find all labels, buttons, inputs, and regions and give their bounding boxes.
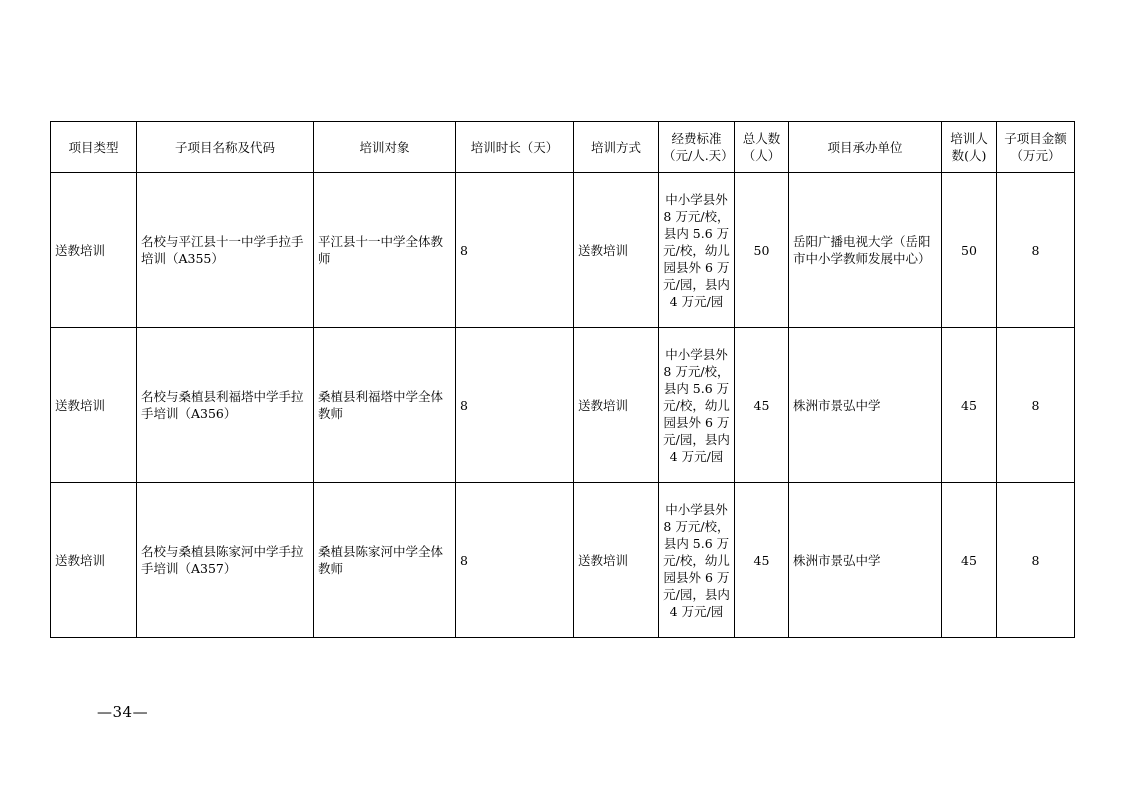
cell-subproject-name: 名校与桑植县利福塔中学手拉手培训（A356） [137,328,314,483]
cell-training-mode: 送教培训 [574,328,659,483]
cell-host-unit: 株洲市景弘中学 [789,328,942,483]
cell-trained-people: 45 [942,483,997,638]
cell-training-duration: 8 [456,328,574,483]
cell-total-people: 50 [735,173,789,328]
header-host-unit: 项目承办单位 [789,122,942,173]
project-table [50,121,1075,638]
cell-training-target: 桑植县陈家河中学全体教师 [314,483,456,638]
cell-total-people: 45 [735,328,789,483]
header-training-mode: 培训方式 [574,122,659,173]
cell-subproject-amount: 8 [997,173,1075,328]
cell-training-target: 桑植县利福塔中学全体教师 [314,328,456,483]
cell-training-duration: 8 [456,173,574,328]
table-row [51,328,1075,483]
cell-training-duration: 8 [456,483,574,638]
cell-funding-standard: 中小学县外 8 万元/校，县内 5.6 万元/校，幼儿园县外 6 万元/园，县内 4 万元/园 [659,328,735,483]
header-training-target: 培训对象 [314,122,456,173]
cell-project-type: 送教培训 [51,483,137,638]
header-training-duration: 培训时长（天） [456,122,574,173]
cell-funding-standard: 中小学县外 8 万元/校，县内 5.6 万元/校，幼儿园县外 6 万元/园，县内 4 万元/园 [659,173,735,328]
cell-trained-people: 50 [942,173,997,328]
table-row [51,173,1075,328]
page-number: —34— [97,703,149,721]
table-row [51,483,1075,638]
cell-project-type: 送教培训 [51,328,137,483]
cell-host-unit: 株洲市景弘中学 [789,483,942,638]
cell-training-target: 平江县十一中学全体教师 [314,173,456,328]
cell-project-type: 送教培训 [51,173,137,328]
cell-funding-standard: 中小学县外 8 万元/校，县内 5.6 万元/校，幼儿园县外 6 万元/园，县内 4 万元/园 [659,483,735,638]
cell-host-unit: 岳阳广播电视大学（岳阳市中小学教师发展中心） [789,173,942,328]
cell-trained-people: 45 [942,328,997,483]
cell-subproject-name: 名校与桑植县陈家河中学手拉手培训（A357） [137,483,314,638]
header-funding-standard: 经费标准（元/人.天） [659,122,735,173]
header-subproject-name: 子项目名称及代码 [137,122,314,173]
cell-training-mode: 送教培训 [574,173,659,328]
header-total-people: 总人数（人） [735,122,789,173]
cell-total-people: 45 [735,483,789,638]
table-header-row [51,122,1075,173]
cell-subproject-name: 名校与平江县十一中学手拉手培训（A355） [137,173,314,328]
header-trained-people: 培训人数(人) [942,122,997,173]
cell-training-mode: 送教培训 [574,483,659,638]
cell-subproject-amount: 8 [997,328,1075,483]
header-project-type: 项目类型 [51,122,137,173]
header-subproject-amount: 子项目金额（万元） [997,122,1075,173]
cell-subproject-amount: 8 [997,483,1075,638]
